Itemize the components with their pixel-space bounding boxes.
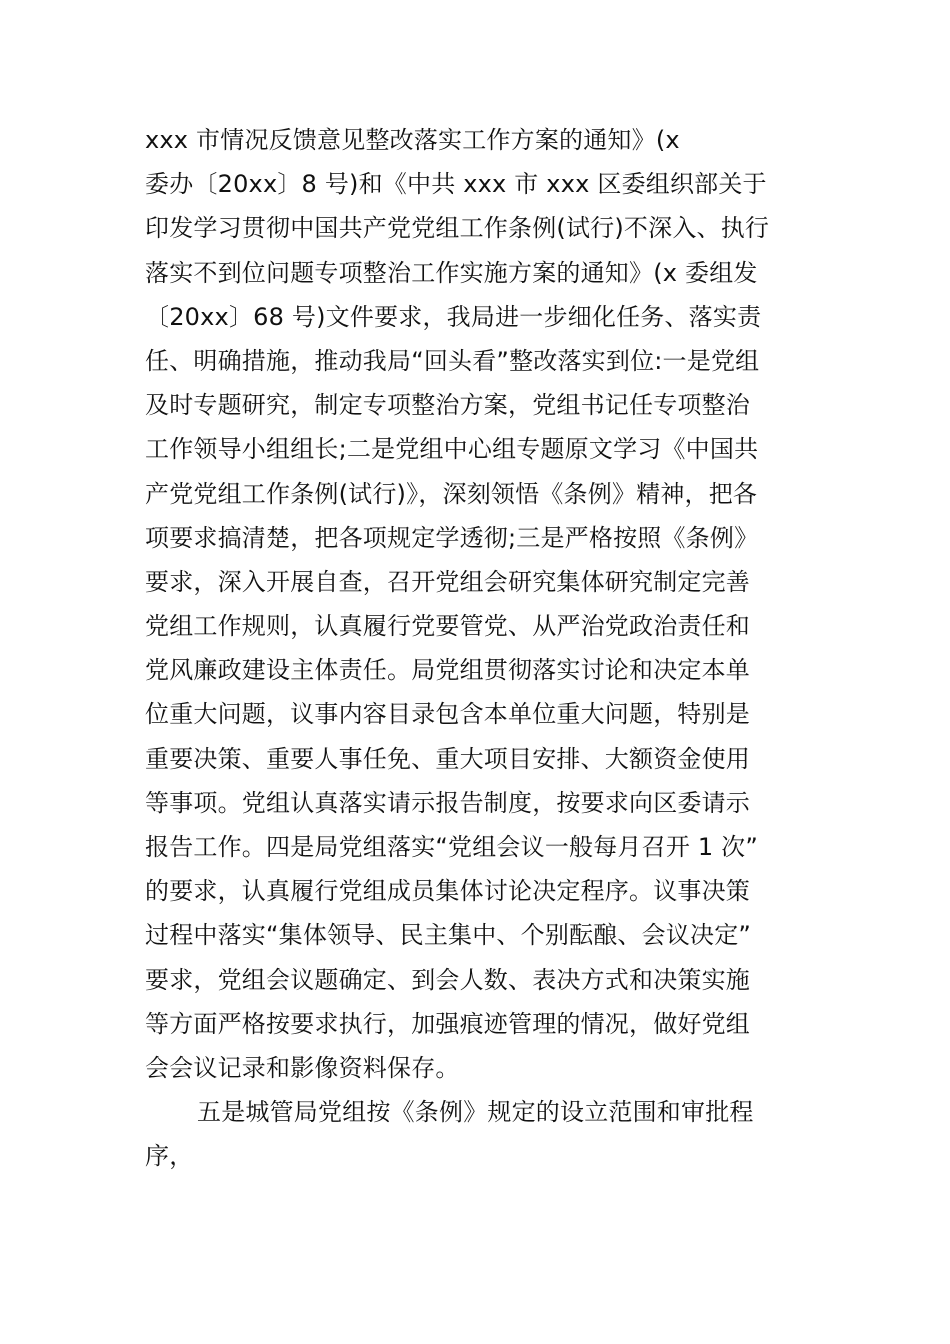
text-line-11: 要求，深入开展自查，召开党组会研究集体研究制定完善 [145, 567, 750, 596]
text-line-3: 印发学习贯彻中国共产党党组工作条例(试行)不深入、执行 [145, 214, 770, 243]
text-line-4: 落实不到位问题专项整治工作实施方案的通知》(x 委组发 [145, 258, 758, 287]
text-line-8: 工作领导小组组长;二是党组中心组专题原文学习《中国共 [145, 435, 759, 464]
text-line-18: 的要求，认真履行党组成员集体讨论决定程序。议事决策 [145, 877, 750, 906]
text-line-23: 五是城管局党组按《条例》规定的设立范围和审批程 [197, 1098, 754, 1127]
text-line-2: 委办〔20xx〕8 号)和《中共 xxx 市 xxx 区委组织部关于 [145, 170, 767, 199]
body-text [145, 118, 810, 1179]
text-line-9: 产党党组工作条例(试行)》，深刻领悟《条例》精神，把各 [145, 479, 758, 508]
text-line-20: 要求，党组会议题确定、到会人数、表决方式和决策实施 [145, 965, 750, 994]
text-line-15: 重要决策、重要人事任免、重大项目安排、大额资金使用 [145, 744, 750, 773]
text-line-10: 项要求搞清楚，把各项规定学透彻;三是严格按照《条例》 [145, 523, 759, 552]
text-line-13: 党风廉政建设主体责任。局党组贯彻落实讨论和决定本单 [145, 656, 750, 685]
text-line-21: 等方面严格按要求执行，加强痕迹管理的情况，做好党组 [145, 1009, 750, 1038]
text-line-24: 序， [145, 1142, 194, 1171]
text-line-14: 位重大问题，议事内容目录包含本单位重大问题，特别是 [145, 700, 750, 729]
text-line-12: 党组工作规则，认真履行党要管党、从严治党政治责任和 [145, 612, 750, 641]
text-line-16: 等事项。党组认真落实请示报告制度，按要求向区委请示 [145, 788, 750, 817]
text-line-17: 报告工作。四是局党组落实“党组会议一般每月召开 1 次” [145, 833, 758, 861]
text-line-1: xxx 市情况反馈意见整改落实工作方案的通知》(x [145, 126, 680, 154]
text-line-5: 〔20xx〕68 号)文件要求，我局进一步细化任务、落实责 [145, 302, 762, 331]
text-line-22: 会会议记录和影像资料保存。 [145, 1053, 460, 1082]
text-line-7: 及时专题研究，制定专项整治方案，党组书记任专项整治 [145, 391, 750, 420]
text-line-19: 过程中落实“集体领导、民主集中、个别酝酿、会议决定” [145, 921, 752, 950]
text-line-6: 任、明确措施，推动我局“回头看”整改落实到位:一是党组 [145, 346, 760, 375]
